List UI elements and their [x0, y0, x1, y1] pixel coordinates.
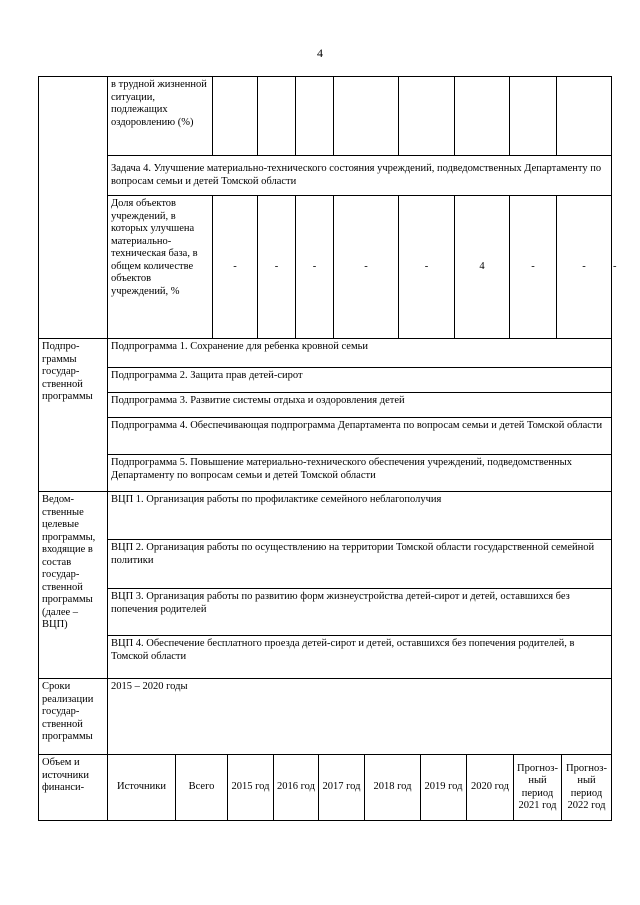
subprogram-item: Подпрограмма 3. Развитие системы отдыха и оздоровления детей: [108, 393, 612, 418]
value-cell: [296, 77, 334, 156]
financing-header: 2020 год: [467, 755, 514, 821]
subprogram-item: Подпрограмма 2. Защита прав детей-сирот: [108, 368, 612, 393]
vcp-item: ВЦП 4. Обеспечение бесплатного проезда детей-сирот и детей, оставшихся без попечения родителей, в Томской области: [108, 636, 612, 679]
value-cell: [399, 77, 455, 156]
indicator-label: в трудной жизненной ситуации, подлежащих оздоровлению (%): [108, 77, 213, 156]
value-cell: -: [334, 196, 399, 339]
financing-header: 2018 год: [365, 755, 421, 821]
value-cell: [258, 77, 296, 156]
value-cell: -: [258, 196, 296, 339]
indicator-row-top: [39, 77, 612, 156]
task-row: [39, 156, 612, 196]
financing-table: [38, 754, 612, 821]
terms-value: 2015 – 2020 годы: [108, 679, 612, 755]
program-structure-table: [38, 338, 612, 755]
indicators-table: [38, 76, 617, 339]
vcp-item: ВЦП 1. Организация работы по профилактике семейного неблагополучия: [108, 492, 612, 540]
financing-header: Прогноз-ный период 2022 год: [562, 755, 612, 821]
value-cell: [455, 77, 510, 156]
financing-header: Прогноз-ный период 2021 год: [514, 755, 562, 821]
value-cell: -: [296, 196, 334, 339]
financing-header: Всего: [176, 755, 228, 821]
vcp-label: Ведом-ственные целевые программы, входящие в состав государ-ственной программы (далее – ВЦП): [39, 492, 108, 679]
indicator-row-share: Доля объектов учреждений, в которых улучшена материально-техническая база, в общем количестве объектов учреждений, % - - - - - 4 - - -: [39, 196, 612, 339]
subprogram-item: Подпрограмма 5. Повышение материально-технического обеспечения учреждений, подведомственных Департаменту по вопросам семьи и детей Томской области: [108, 455, 612, 492]
value-cell: 4: [455, 196, 510, 339]
indicator-label: Доля объектов учреждений, в которых улучшена материально-техническая база, в общем количестве объектов учреждений, %: [108, 196, 213, 339]
financing-header: 2015 год: [228, 755, 274, 821]
value-cell: [557, 77, 612, 156]
task-4-text: Задача 4. Улучшение материально-технического состояния учреждений, подведомственных Департаменту по вопросам семьи и детей Томской области: [108, 156, 612, 196]
financing-header: 2017 год: [319, 755, 365, 821]
subprogram-item: Подпрограмма 4. Обеспечивающая подпрограмма Департамента по вопросам семьи и детей Томской области: [108, 418, 612, 455]
value-cell: [334, 77, 399, 156]
value-cell: -: [213, 196, 258, 339]
financing-header: Источники: [108, 755, 176, 821]
value-cell: -: [557, 196, 612, 339]
page-number: 4: [317, 46, 323, 60]
value-cell: -: [510, 196, 557, 339]
value-cell: [510, 77, 557, 156]
subprogram-item: Подпрограмма 1. Сохранение для ребенка кровной семьи: [108, 339, 612, 368]
financing-label: Объем и источники финанси-: [39, 755, 108, 821]
vcp-item: ВЦП 3. Организация работы по развитию форм жизнеустройства детей-сирот и детей, оставшихся без попечения родителей: [108, 589, 612, 636]
subprograms-label: Подпро-граммы государ-ственной программы: [39, 339, 108, 492]
vcp-item: ВЦП 2. Организация работы по осуществлению на территории Томской области государственной семейной политики: [108, 540, 612, 589]
financing-header: 2019 год: [421, 755, 467, 821]
left-empty-cell: [39, 77, 108, 339]
terms-label: Сроки реализации государ-ственной программы: [39, 679, 108, 755]
value-cell: -: [399, 196, 455, 339]
financing-header: 2016 год: [274, 755, 319, 821]
value-cell: [213, 77, 258, 156]
